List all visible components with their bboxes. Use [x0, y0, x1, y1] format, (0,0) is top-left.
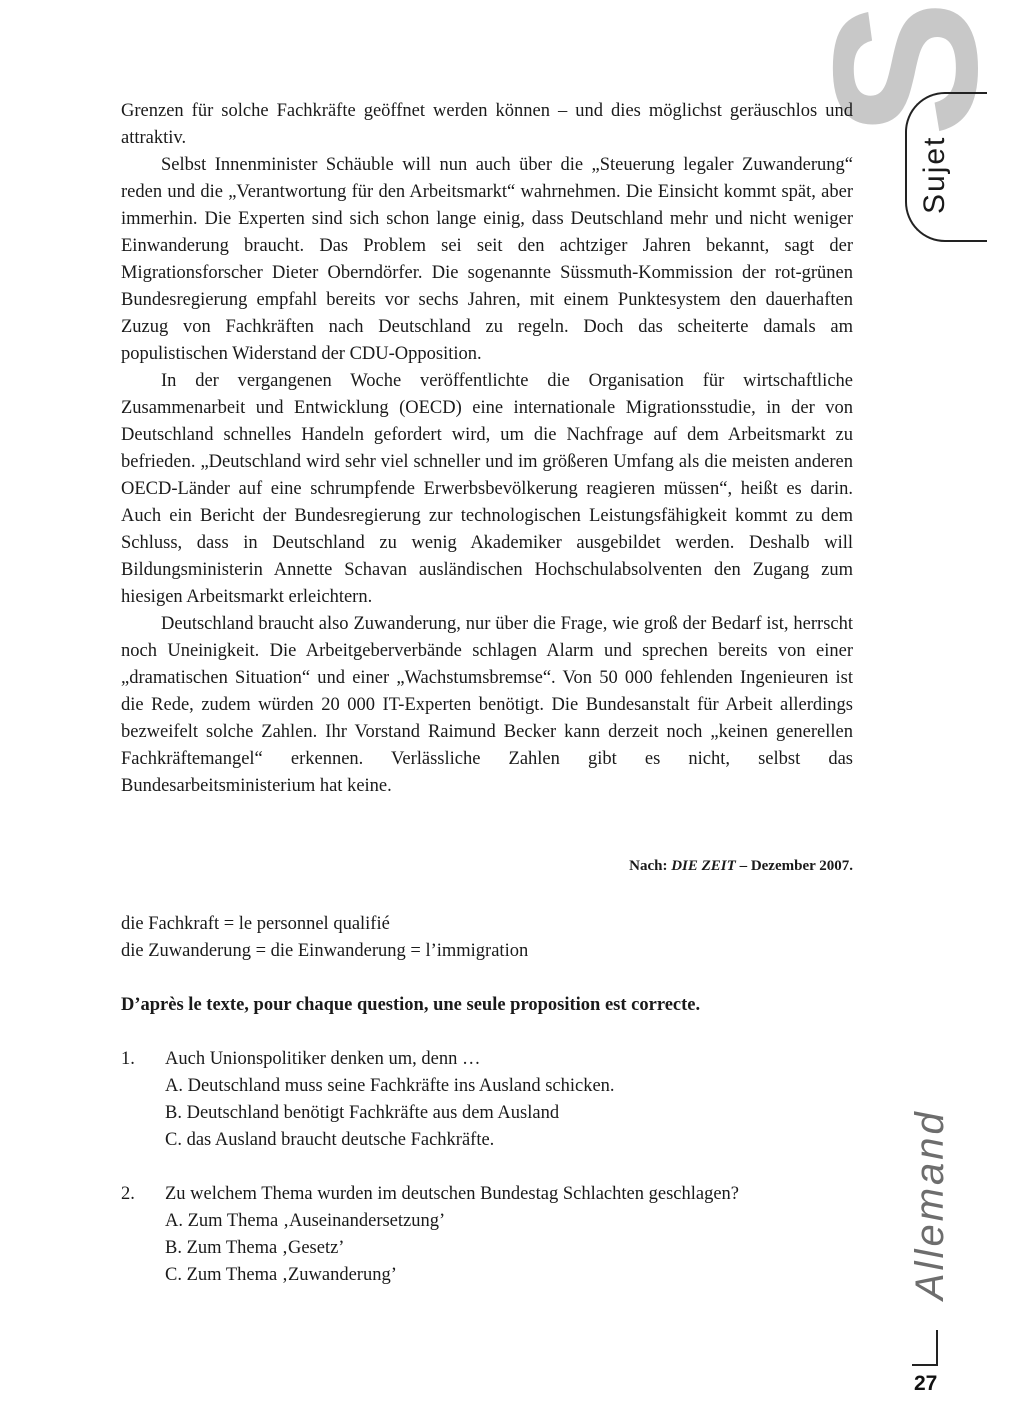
article-paragraph: Deutschland braucht also Zuwanderung, nur über die Frage, wie groß der Bedarf ist, herrscht noch Uneinigkeit. Die Arbeitgeberverbände schlagen Alarm und sprechen bereits von einer „dramatischen Situation“ und einer „Wachstumsbremse“. Von 50 000 fehlenden Ingenieuren ist die Rede, zudem würden 20 000 IT-Experten benötigt. Die Bundesanstalt für Arbeit allerdings bezweifelt solche Zahlen. Ihr Vorstand Raimund Becker kann derzeit noch „keinen generellen Fachkräftemangel“ erkennen. Verlässliche Zahlen gibt es nicht, selbst das Bundesarbeitsministerium hat keine. — [121, 614, 853, 796]
question-number: 1. — [121, 1049, 135, 1069]
glossary-entry: die Fachkraft = le personnel qualifié — [121, 914, 390, 934]
article-body — [121, 98, 853, 800]
instruction: D’après le texte, pour chaque question, une seule proposition est correcte. — [121, 995, 701, 1015]
corner-mark-horizontal — [912, 1364, 938, 1366]
watermark-letter: S — [791, 0, 1020, 137]
answer-option[interactable]: A. Deutschland muss seine Fachkräfte ins Ausland schicken. — [165, 1076, 615, 1096]
article-source — [121, 858, 853, 875]
corner-mark-vertical — [936, 1330, 938, 1366]
glossary-entry: die Zuwanderung = die Einwanderung = l’immigration — [121, 941, 529, 961]
page-number: 27 — [914, 1372, 938, 1395]
source-prefix: Nach: — [629, 858, 672, 874]
article-paragraph: Grenzen für solche Fachkräfte geöffnet werden können – und dies möglichst geräuschlos und attraktiv. — [121, 101, 853, 148]
answer-option[interactable]: C. das Ausland braucht deutsche Fachkräfte. — [165, 1130, 495, 1150]
answer-option[interactable]: B. Zum Thema ‚Gesetz’ — [165, 1238, 345, 1258]
answer-option[interactable]: A. Zum Thema ‚Auseinandersetzung’ — [165, 1211, 446, 1231]
source-title: DIE ZEIT — [671, 858, 736, 874]
answer-option[interactable]: B. Deutschland benötigt Fachkräfte aus dem Ausland — [165, 1103, 560, 1123]
article-paragraph: In der vergangenen Woche veröffentlichte die Organisation für wirtschaftliche Zusammenarbeit und Entwicklung (OECD) eine internationale Migrationsstudie, in der von Deutschland schnelles Handeln gefordert wird, um die Nachfrage auf dem Arbeitsmarkt zu befrieden. „Deutschland wird sehr viel schneller und im größeren Umfang als die meisten anderen OECD-Länder auf eine schrumpfende Erwerbsbevölkerung reagieren müssen“, heißt es darin. Auch ein Bericht der Bundesregierung zur technologischen Leistungsfähigkeit kommt zu dem Schluss, dass in Deutschland zu wenig Akademiker ausgebildet werden. Deshalb will Bildungsministerin Annette Schavan ausländischen Hochschulabsolventen den Zugang zum hiesigen Arbeitsmarkt erleichtern. — [121, 371, 853, 607]
subject-label: Allemand — [908, 1109, 952, 1300]
question-number: 2. — [121, 1184, 135, 1204]
glossary — [121, 911, 853, 965]
question-text: Auch Unionspolitiker denken um, denn … — [165, 1049, 481, 1069]
question-text: Zu welchem Thema wurden im deutschen Bundestag Schlachten geschlagen? — [165, 1184, 739, 1204]
source-suffix: – Dezember 2007. — [735, 858, 853, 874]
sujet-label: Sujet — [918, 135, 951, 214]
answer-option[interactable]: C. Zum Thema ‚Zuwanderung’ — [165, 1265, 397, 1285]
article-paragraph: Selbst Innenminister Schäuble will nun auch über die „Steuerung legaler Zuwanderung“ reden und die „Verantwortung für den Arbeitsmarkt“ wahrnehmen. Die Einsicht kommt spät, aber immerhin. Die Experten sind sich schon lange einig, dass Deutschland mehr und nicht weniger Einwanderung braucht. Das Problem sei seit den achtziger Jahren bekannt, sagt der Migrationsforscher Dieter Oberndörfer. Die sogenannte Süssmuth-Kommission der rot-grünen Bundesregierung empfahl bereits vor sechs Jahren, mit einem Punktesystem den dauerhaften Zuzug von Fachkräften nach Deutschland zu regeln. Doch das scheiterte damals am populistischen Widerstand der CDU-Opposition. — [121, 155, 853, 364]
